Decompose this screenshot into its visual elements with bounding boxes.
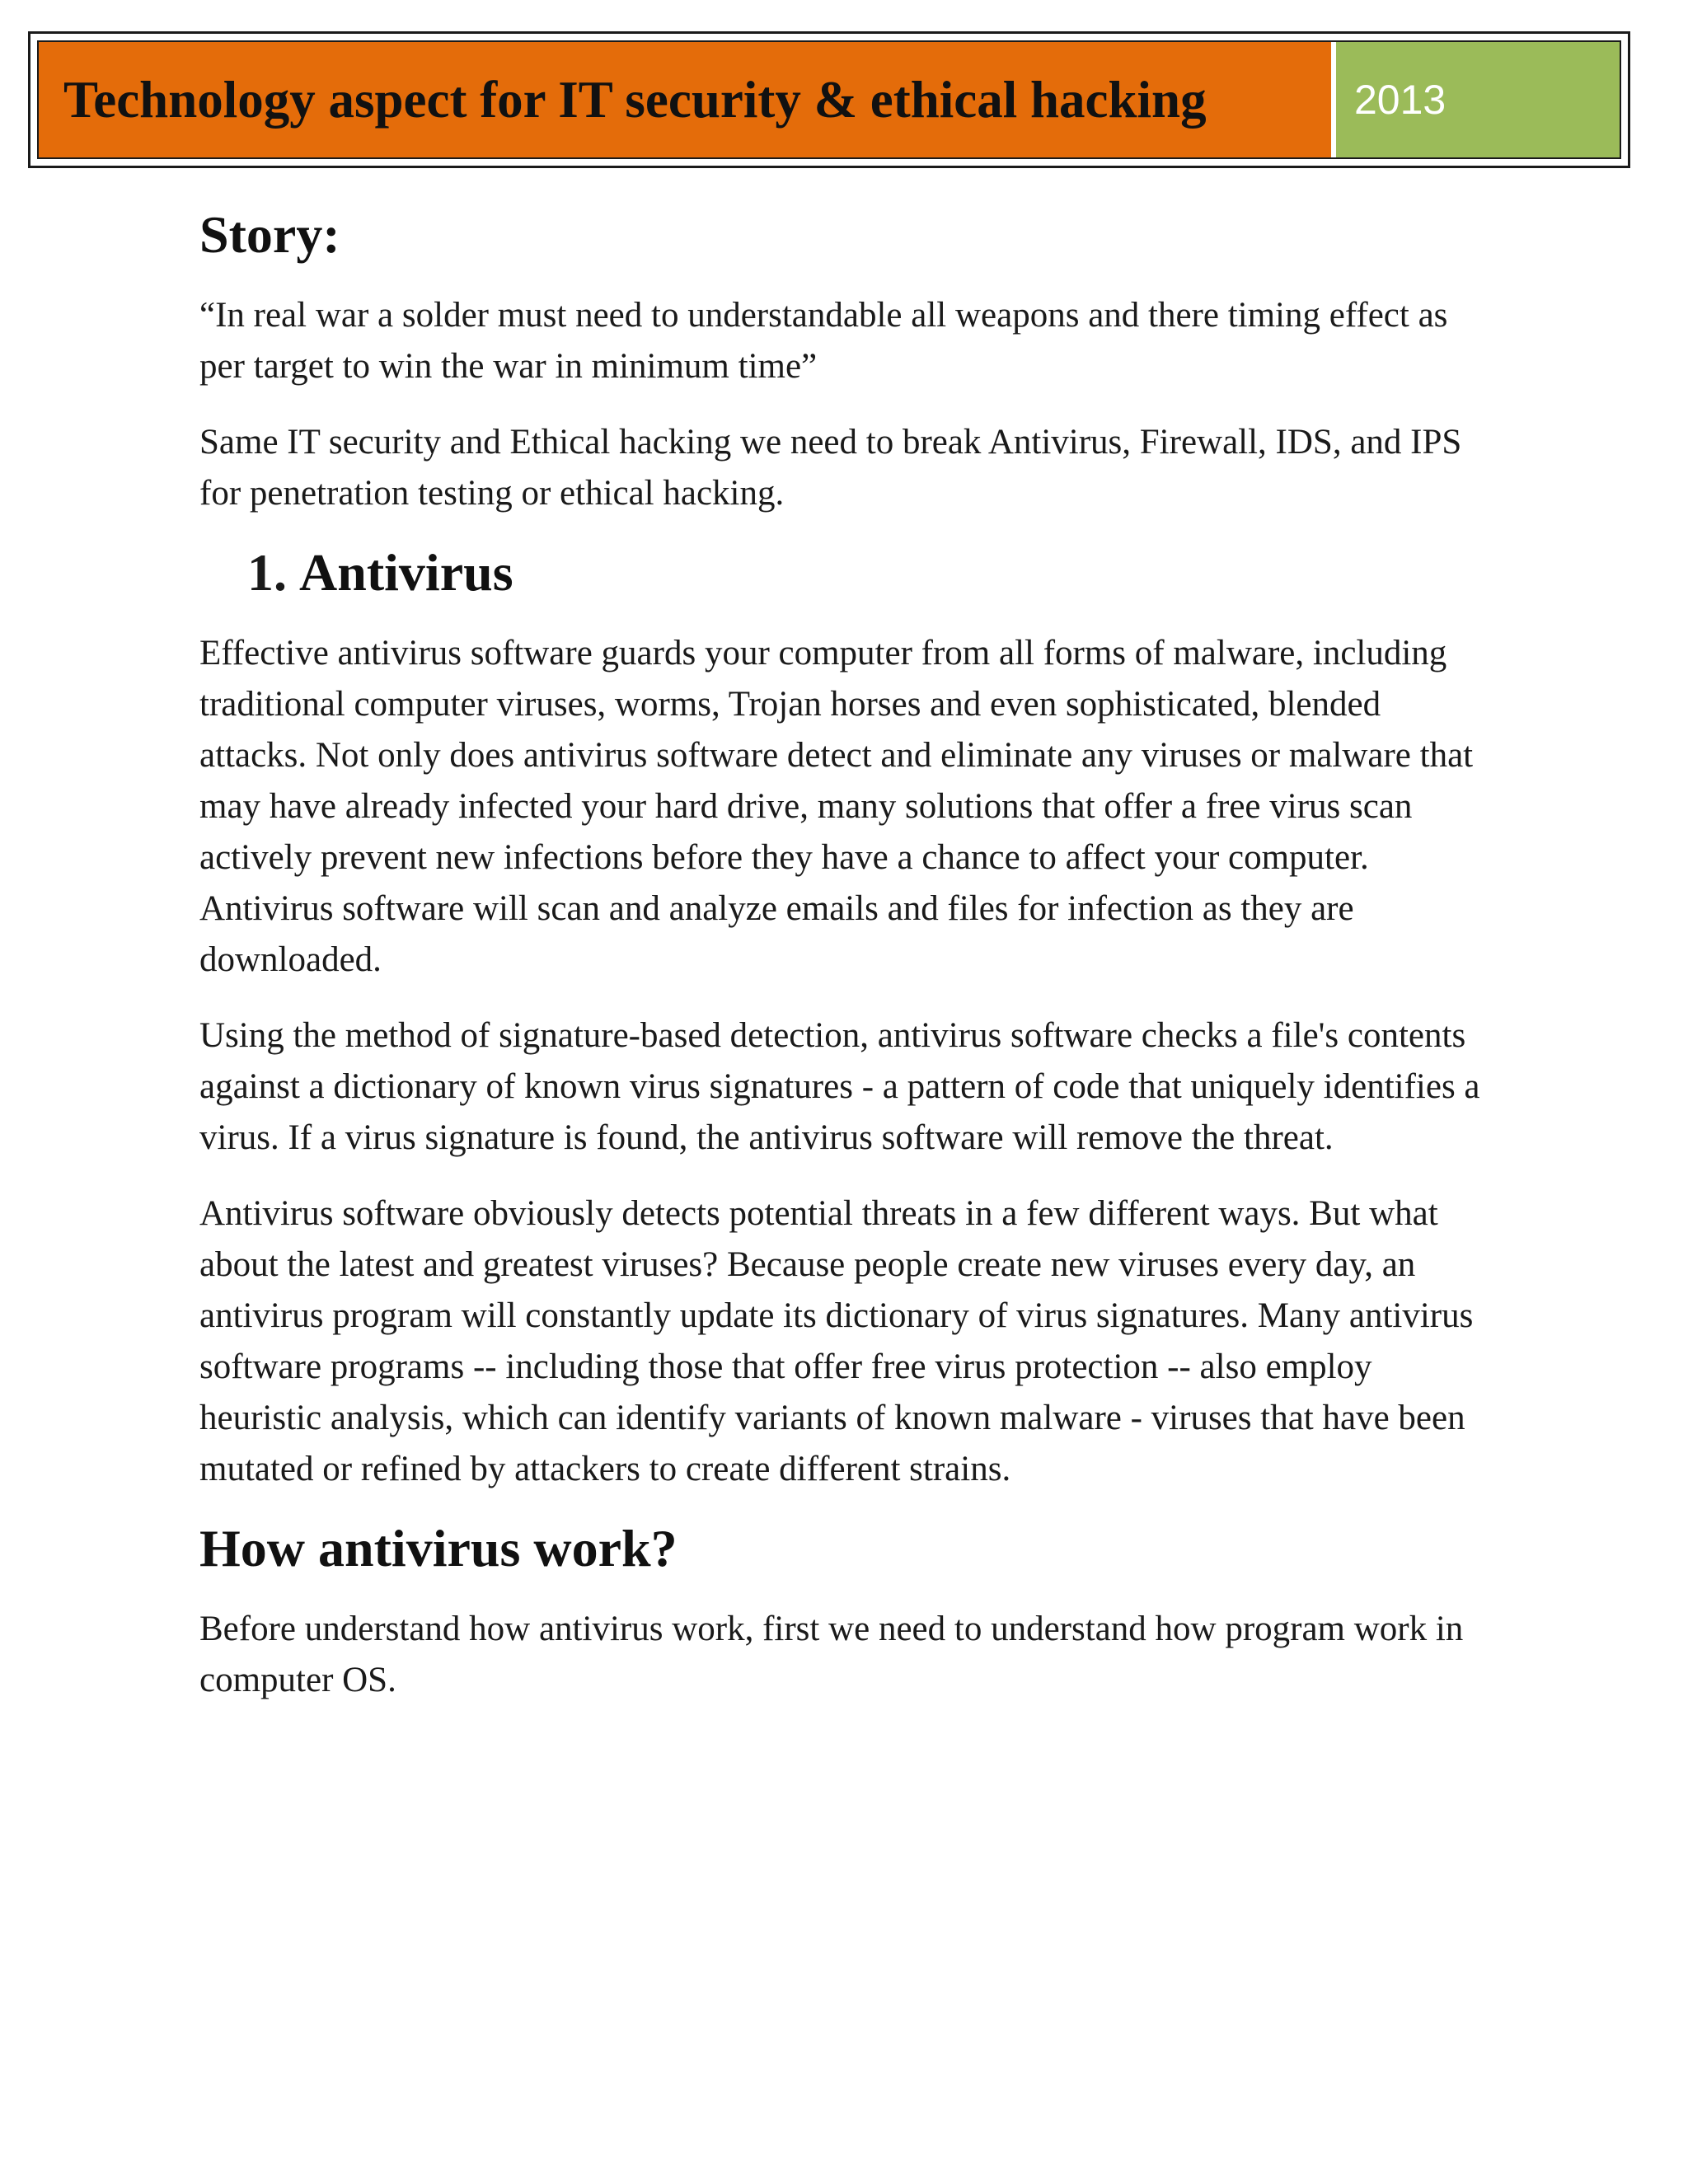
story-heading: Story: (199, 205, 340, 264)
story-intro: Same IT security and Ethical hacking we need to break Antivirus, Firewall, IDS, and IPS for penetration testing or ethical hacking. (199, 423, 1462, 513)
how-antivirus-paragraph: Before understand how antivirus work, first we need to understand how program work in computer OS. (199, 1610, 1464, 1699)
antivirus-heading-number: 1. (247, 543, 287, 602)
document-body (199, 204, 1485, 1706)
header-year-box (1336, 42, 1620, 157)
how-antivirus-heading: How antivirus work? (199, 1519, 678, 1577)
story-quote: “In real war a solder must need to understandable all weapons and there timing effect as per target to win the war in minimum time” (199, 296, 1448, 386)
antivirus-paragraph-1: Effective antivirus software guards your computer from all forms of malware, including traditional computer viruses, worms, Trojan horses and even sophisticated, blended attacks. Not only does antivirus software detect and eliminate any viruses or malware that may have already infected your hard drive, many solutions that offer a free virus scan actively prevent new infections before they have a chance to affect your computer. Antivirus software will scan and analyze emails and files for infection as they are downloaded. (199, 634, 1474, 979)
antivirus-heading-label: Antivirus (299, 543, 513, 602)
header-inner (37, 40, 1621, 159)
page-header (28, 31, 1630, 168)
antivirus-paragraph-3: Antivirus software obviously detects potential threats in a few different ways. But what about the latest and greatest viruses? Because people create new viruses every day, an antivirus program will constantly update its dictionary of virus signatures. Many antivirus software programs -- including those that offer free virus protection -- also employ heuristic analysis, which can identify variants of known malware - viruses that have been mutated or refined by attackers to create different strains. (199, 1194, 1474, 1488)
antivirus-paragraph-2: Using the method of signature-based detection, antivirus software checks a file's contents against a dictionary of known virus signatures - a pattern of code that uniquely identifies a virus. If a virus signature is found, the antivirus software will remove the threat. (199, 1016, 1480, 1157)
document-title: Technology aspect for IT security & ethical hacking (63, 70, 1207, 129)
antivirus-heading (199, 542, 1485, 603)
header-title-box (39, 42, 1331, 157)
document-year: 2013 (1354, 77, 1447, 123)
